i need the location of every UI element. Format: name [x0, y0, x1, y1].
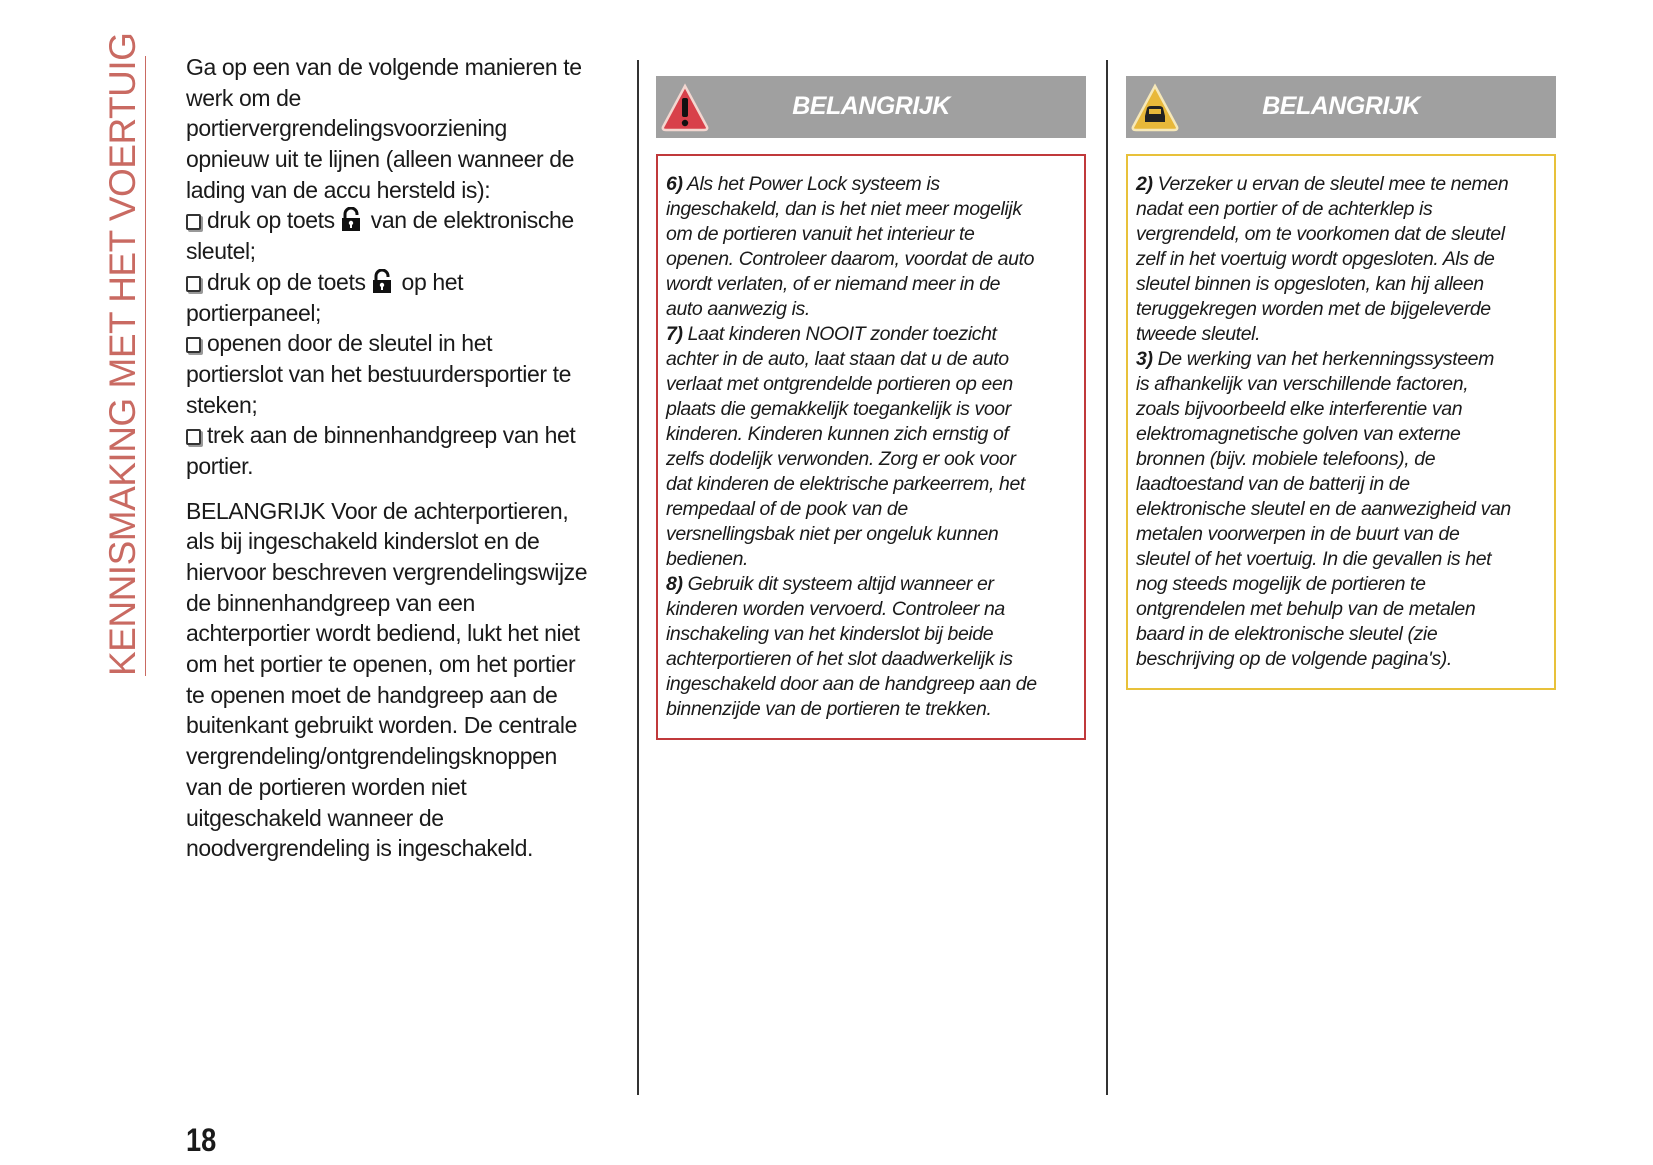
line-text: van de portieren worden niet [186, 773, 467, 800]
text-line [186, 175, 626, 206]
warning-title: BELANGRIJK [1262, 92, 1420, 120]
warning-box-red [656, 154, 1086, 740]
text-line [186, 588, 626, 619]
bullet-item [186, 267, 626, 298]
line-text: sleutel binnen is opgesloten, kan hij alleen [1136, 273, 1484, 295]
line-text: elektromagnetische golven van externe [1136, 423, 1461, 445]
line-text: dat kinderen de elektrische parkeerrem, het [666, 473, 1025, 495]
line-text: lading van de accu hersteld is): [186, 176, 491, 203]
line-text: bronnen (bijv. mobiele telefoons), de [1136, 448, 1436, 470]
line-text: zelf in het voertuig wordt opgesloten. Als de [1136, 248, 1495, 270]
warning-text-line [1136, 422, 1546, 447]
warning-header-yellow [1126, 76, 1556, 138]
warning-title: BELANGRIJK [792, 92, 950, 120]
warning-text-line [1136, 172, 1546, 197]
line-text: van de elektronische [370, 207, 574, 234]
line-text: laadtoestand van de batterij in de [1136, 473, 1410, 495]
warning-text-line [666, 347, 1076, 372]
line-text: achter in de auto, laat staan dat u de auto [666, 348, 1009, 370]
line-text: buitenkant gebruikt worden. De centrale [186, 712, 577, 739]
unlock-key-icon [341, 207, 361, 231]
warning-text-line [666, 597, 1076, 622]
line-text: inschakeling van het kinderslot bij beide [666, 623, 994, 645]
line-text: vergrendeling/ontgrendelingsknoppen [186, 743, 557, 770]
warning-text-line [1136, 222, 1546, 247]
text-line [186, 496, 626, 527]
note-number: 3) [1136, 348, 1153, 370]
text-line [186, 710, 626, 741]
warning-text-line [1136, 347, 1546, 372]
line-text: hiervoor beschreven vergrendelingswijze [186, 559, 588, 585]
warning-text-line [666, 197, 1076, 222]
line-text: Ga op een van de volgende manieren te [186, 54, 582, 80]
text-line [186, 772, 626, 803]
line-text: openen. Controleer daarom, voordat de auto [666, 248, 1035, 270]
warning-text-line [1136, 497, 1546, 522]
paragraph-gap [186, 482, 626, 496]
line-text: portiervergrendelingsvoorziening [186, 115, 507, 142]
line-text: Als het Power Lock systeem is [682, 173, 940, 195]
warning-text-line [666, 522, 1076, 547]
line-text: elektronische sleutel en de aanwezigheid van [1136, 498, 1511, 520]
warning-text-line [666, 172, 1076, 197]
warning-text-line [1136, 372, 1546, 397]
line-text: De werking van het herkenningssysteem [1152, 348, 1494, 370]
checkbox-bullet-icon [186, 337, 201, 353]
warning-text-line [1136, 547, 1546, 572]
text-line [186, 557, 626, 588]
line-text: portier. [186, 452, 254, 479]
note-number: 7) [666, 323, 683, 345]
line-text: beschrijving op de volgende pagina's). [1136, 648, 1452, 670]
line-text: verlaat met ontgrendelde portieren op een [666, 373, 1013, 395]
note-number: 8) [666, 573, 683, 595]
warning-text-line [1136, 622, 1546, 647]
warning-text-line [1136, 472, 1546, 497]
line-text: trek aan de binnenhandgreep van het [207, 422, 576, 449]
warning-box-yellow [1126, 154, 1556, 690]
line-text: nadat een portier of de achterklep is [1136, 198, 1433, 220]
line-text: sleutel; [186, 238, 256, 265]
warning-text-line [666, 297, 1076, 322]
line-text: werk om de [186, 84, 301, 111]
line-text: steken; [186, 391, 258, 418]
column-divider [637, 60, 639, 1095]
line-text: uitgeschakeld wanneer de [186, 804, 444, 831]
warning-text-line [666, 447, 1076, 472]
checkbox-bullet-icon [186, 276, 201, 292]
warning-text-line [1136, 572, 1546, 597]
checkbox-bullet-icon [186, 429, 201, 445]
warning-text-line [666, 397, 1076, 422]
line-text: ingeschakeld, dan is het niet meer mogelijk [666, 198, 1022, 220]
text-line [186, 113, 626, 144]
warning-text-line [666, 497, 1076, 522]
warning-text-line [666, 697, 1076, 722]
text-line [186, 451, 626, 482]
warning-text-line [1136, 397, 1546, 422]
text-line [186, 144, 626, 175]
line-text: is afhankelijk van verschillende factoren, [1136, 373, 1469, 395]
line-text: kinderen worden vervoerd. Controleer na [666, 598, 1005, 620]
warning-text-line [666, 322, 1076, 347]
line-text: binnenzijde van de portieren te trekken. [666, 698, 992, 720]
text-line [186, 298, 626, 329]
text-line [186, 359, 626, 390]
text-line [186, 236, 626, 267]
line-text: teruggekregen worden met de bijgeleverde [1136, 298, 1491, 320]
page-number: 18 [186, 1122, 217, 1158]
line-text: Gebruik dit systeem altijd wanneer er [682, 573, 994, 595]
line-text: druk op toets [207, 207, 335, 234]
unlock-key-icon [372, 269, 392, 293]
line-text: als bij ingeschakeld kinderslot en de [186, 528, 540, 555]
line-text: auto aanwezig is. [666, 298, 810, 320]
text-line [186, 52, 626, 83]
text-line [186, 680, 626, 711]
warning-text-line [1136, 597, 1546, 622]
line-text: vergrendeld, om te voorkomen dat de sleutel [1136, 223, 1505, 245]
warning-text-line [1136, 297, 1546, 322]
line-text: achterportieren of het slot daadwerkelijk is [666, 648, 1013, 670]
line-text: versnellingsbak niet per ongeluk kunnen [666, 523, 999, 545]
line-text: wordt verlaten, of er niemand meer in de [666, 273, 1001, 295]
warning-text-line [1136, 647, 1546, 672]
section-title-vertical: KENNISMAKING MET HET VOERTUIG [100, 56, 146, 676]
line-text: portierpaneel; [186, 299, 322, 326]
column-divider [1106, 60, 1108, 1095]
line-text: achterportier wordt bediend, lukt het niet [186, 620, 580, 647]
line-text: zelfs dodelijk verwonden. Zorg er ook voor [666, 448, 1016, 470]
line-text: nog steeds mogelijk de portieren te [1136, 573, 1426, 595]
line-text: bedienen. [666, 548, 749, 570]
warning-text-line [666, 647, 1076, 672]
line-text: Laat kinderen NOOIT zonder toezicht [682, 323, 997, 345]
warning-text-line [666, 547, 1076, 572]
warning-header-red [656, 76, 1086, 138]
warning-text-line [1136, 197, 1546, 222]
warning-text-line [666, 422, 1076, 447]
line-text: metalen voorwerpen in de buurt van de [1136, 523, 1460, 545]
note-number: 6) [666, 173, 683, 195]
left-column-text [186, 52, 626, 864]
warning-text-line [666, 672, 1076, 697]
line-text: Verzeker u ervan de sleutel mee te nemen [1152, 173, 1509, 195]
line-text: plaats die gemakkelijk toegankelijk is voor [666, 398, 1011, 420]
line-text: sleutel of het voertuig. In die gevallen is het [1136, 548, 1492, 570]
bullet-item [186, 328, 626, 359]
line-text: opnieuw uit te lijnen (alleen wanneer de [186, 146, 575, 173]
warning-text-line [666, 472, 1076, 497]
text-line [186, 803, 626, 834]
checkbox-bullet-icon [186, 214, 201, 230]
warning-text-line [666, 222, 1076, 247]
warning-text-line [1136, 447, 1546, 472]
warning-text-line [666, 572, 1076, 597]
line-text: BELANGRIJK Voor de achterportieren, [186, 497, 569, 524]
line-text: zoals bijvoorbeeld elke interferentie van [1136, 398, 1463, 420]
warning-text-line [1136, 322, 1546, 347]
bullet-item [186, 205, 626, 236]
line-text: openen door de sleutel in het [207, 330, 493, 357]
warning-text-line [666, 372, 1076, 397]
text-line [186, 618, 626, 649]
text-line [186, 526, 626, 557]
line-text: druk op de toets [207, 268, 366, 295]
line-text: om het portier te openen, om het portier [186, 651, 576, 678]
warning-text-line [666, 272, 1076, 297]
line-text: portierslot van het bestuurdersportier te [186, 360, 572, 387]
text-line [186, 741, 626, 772]
line-text: noodvergrendeling is ingeschakeld. [186, 835, 533, 862]
line-text: de binnenhandgreep van een [186, 589, 475, 616]
line-text: rempedaal of de pook van de [666, 498, 908, 520]
line-text: ontgrendelen met behulp van de metalen [1136, 598, 1476, 620]
warning-text-line [1136, 522, 1546, 547]
note-number: 2) [1136, 173, 1153, 195]
warning-text-line [1136, 247, 1546, 272]
line-text: tweede sleutel. [1136, 323, 1261, 345]
text-line [186, 833, 626, 864]
warning-text-line [666, 247, 1076, 272]
text-line [186, 390, 626, 421]
line-text: op het [401, 268, 464, 295]
line-text: ingeschakeld door aan de handgreep aan de [666, 673, 1037, 695]
warning-text-line [666, 622, 1076, 647]
bullet-item [186, 420, 626, 451]
text-line [186, 649, 626, 680]
line-text: baard in de elektronische sleutel (zie [1136, 623, 1438, 645]
line-text: om de portieren vanuit het interieur te [666, 223, 975, 245]
line-text: te openen moet de handgreep aan de [186, 681, 558, 708]
text-line [186, 83, 626, 114]
line-text: kinderen. Kinderen kunnen zich ernstig of [666, 423, 1009, 445]
warning-text-line [1136, 272, 1546, 297]
